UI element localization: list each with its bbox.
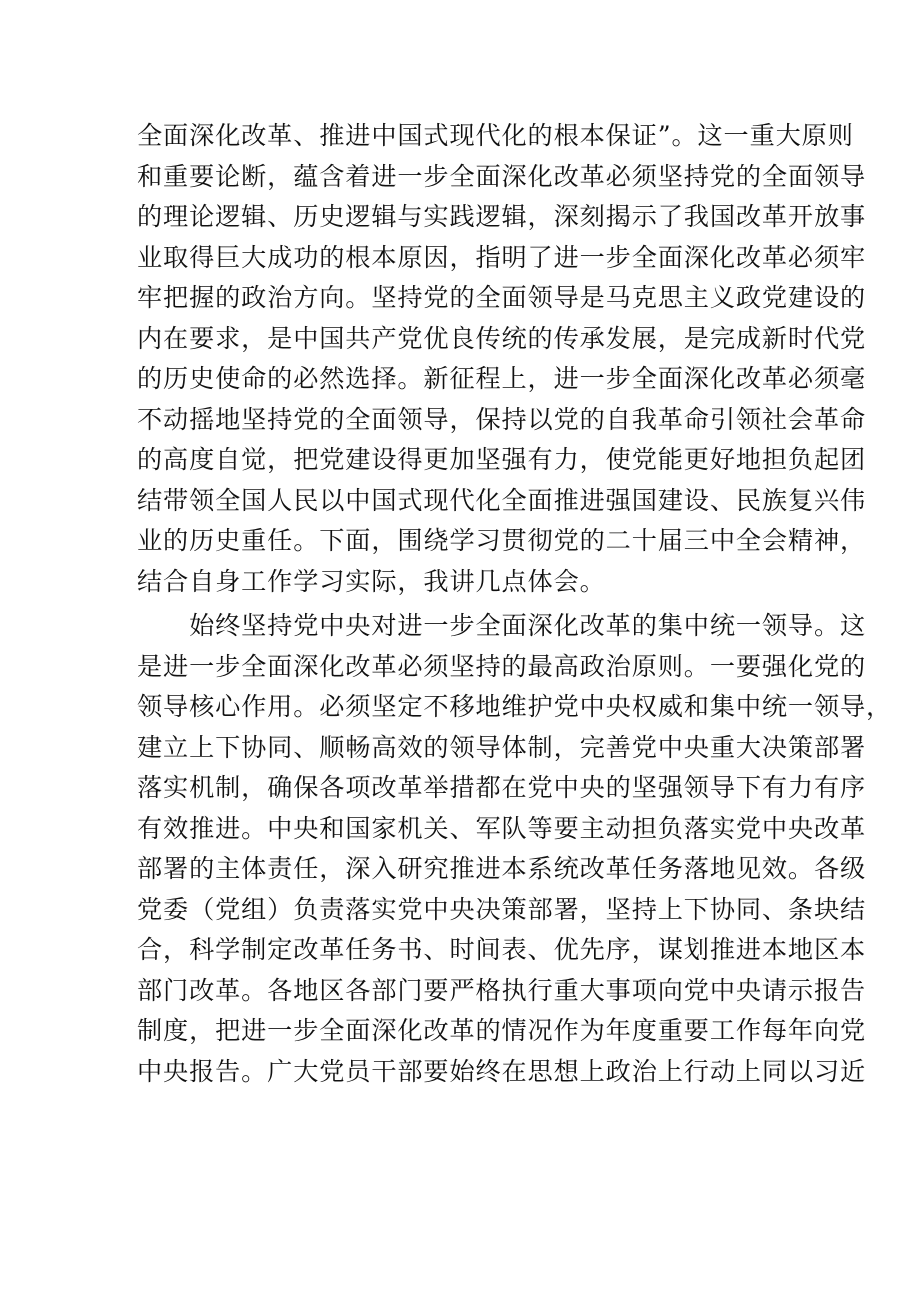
text-line: 的高度自觉，把党建设得更加坚强有力，使党能更好地担负起团 bbox=[137, 445, 867, 474]
document-body bbox=[137, 116, 893, 1092]
text-line: 内在要求，是中国共产党优良传统的传承发展，是完成新时代党 bbox=[137, 323, 867, 353]
text-line: 中央报告。广大党员干部要始终在思想上政治上行动上同以习近 bbox=[137, 1056, 867, 1086]
text-line: 业取得巨大成功的根本原因，指明了进一步全面深化改革必须牢 bbox=[137, 242, 867, 272]
text-line: 是进一步全面深化改革必须坚持的最高政治原则。一要强化党的 bbox=[137, 651, 867, 681]
text-line: 制度，把进一步全面深化改革的情况作为年度重要工作每年向党 bbox=[137, 1016, 867, 1045]
text-line: 有效推进。中央和国家机关、军队等要主动担负落实党中央改革 bbox=[137, 813, 867, 843]
text-line: 党委（党组）负责落实党中央决策部署，坚持上下协同、条块结 bbox=[137, 894, 867, 924]
text-line: 合，科学制定改革任务书、时间表、优先序，谋划推进本地区本 bbox=[137, 935, 867, 964]
text-line: 结带领全国人民以中国式现代化全面推进强国建设、民族复兴伟 bbox=[137, 485, 867, 515]
text-line: 的理论逻辑、历史逻辑与实践逻辑，深刻揭示了我国改革开放事 bbox=[137, 202, 867, 231]
text-line: 部门改革。各地区各部门要严格执行重大事项向党中央请示报告 bbox=[137, 975, 867, 1005]
text-line: 不动摇地坚持党的全面领导，保持以党的自我革命引领社会革命 bbox=[137, 404, 867, 434]
text-line: 部署的主体责任，深入研究推进本系统改革任务落地见效。各级 bbox=[137, 854, 867, 883]
text-line: 牢把握的政治方向。坚持党的全面领导是马克思主义政党建设的 bbox=[137, 283, 867, 312]
paragraph-2 bbox=[137, 606, 893, 1092]
text-line: 结合自身工作学习实际，我讲几点体会。 bbox=[137, 566, 606, 596]
text-line: 始终坚持党中央对进一步全面深化改革的集中统一领导。这 bbox=[137, 611, 867, 640]
text-line: 领导核心作用。必须坚定不移地维护党中央权威和集中统一领导， bbox=[137, 692, 893, 721]
paragraph-1 bbox=[137, 116, 867, 602]
text-line: 落实机制，确保各项改革举措都在党中央的坚强领导下有力有序 bbox=[137, 773, 867, 802]
text-line: 的历史使命的必然选择。新征程上，进一步全面深化改革必须毫 bbox=[137, 364, 867, 393]
text-line: 和重要论断，蕴含着进一步全面深化改革必须坚持党的全面领导 bbox=[137, 161, 867, 191]
text-line: 建立上下协同、顺畅高效的领导体制，完善党中央重大决策部署 bbox=[137, 732, 867, 762]
text-line: 全面深化改革、推进中国式现代化的根本保证”。这一重大原则 bbox=[137, 121, 854, 150]
text-line: 业的历史重任。下面，围绕学习贯彻党的二十届三中全会精神， bbox=[137, 526, 867, 555]
